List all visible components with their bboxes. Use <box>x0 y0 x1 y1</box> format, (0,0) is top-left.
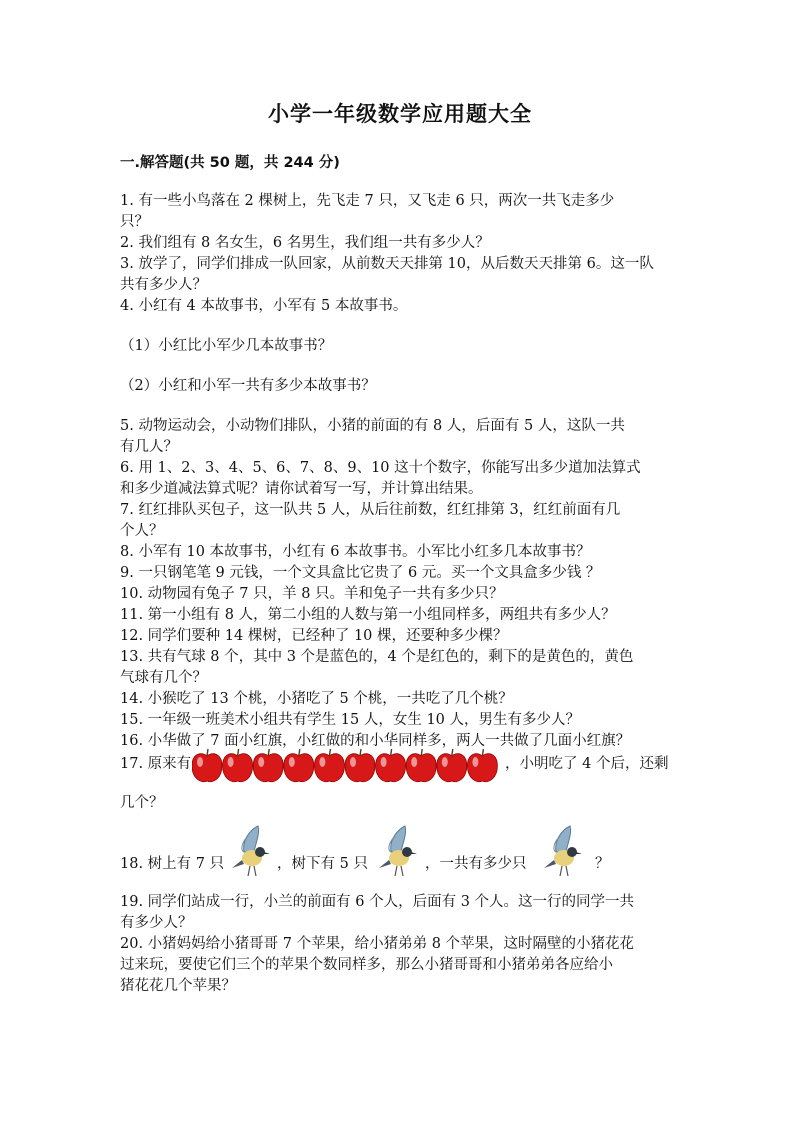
red-apple-icon <box>314 749 344 782</box>
red-apple-icon <box>467 749 497 782</box>
sub-question-line: （1）小红比小军少几本故事书？ <box>120 338 333 354</box>
question-line: 8. 小军有 10 本故事书，小红有 6 本故事书。小军比小红多几本故事书？ <box>120 544 591 560</box>
question-line: 4. 小红有 4 本故事书，小军有 5 本故事书。 <box>120 298 408 314</box>
q18-text-part2: ，树下有 5 只 <box>277 856 368 872</box>
question-line: 只？ <box>120 214 149 230</box>
red-apple-icon <box>437 749 467 782</box>
question-line: 10. 动物园有兔子 7 只，羊 8 只。羊和兔子一共有多少只？ <box>120 586 504 602</box>
question-line: 2. 我们组有 8 名女生，6 名男生，我们组一共有多少人？ <box>120 235 490 251</box>
red-apple-icon <box>223 749 253 782</box>
bird-icon <box>540 822 588 878</box>
page-title: 小学一年级数学应用题大全 <box>268 102 532 126</box>
question-line: 个人？ <box>120 523 164 539</box>
question-line: 过来玩，要使它们三个的苹果个数同样多，那么小猪哥哥和小猪弟弟各应给小 <box>120 957 613 973</box>
red-apple-icon <box>376 749 406 782</box>
question-line: 气球有几个？ <box>120 670 207 686</box>
section-heading: 一.解答题(共 50 题，共 244 分) <box>120 155 340 171</box>
red-apple-icon <box>406 749 436 782</box>
question-line: 12. 同学们要种 14 棵树，已经种了 10 棵，还要种多少棵？ <box>120 628 508 644</box>
question-line: 猪花花几个苹果？ <box>120 978 236 994</box>
sub-question-line: （2）小红和小军一共有多少本故事书？ <box>120 378 376 394</box>
question-line: 9. 一只钢笔笔 9 元钱，一个文具盒比它贵了 6 元。买一个文具盒多少钱 ？ <box>120 565 601 581</box>
question-line: 有多少人？ <box>120 915 193 931</box>
red-apple-icon <box>192 749 222 782</box>
question-line: 20. 小猪妈妈给小猪哥哥 7 个苹果，给小猪弟弟 8 个苹果，这时隔壁的小猪花花 <box>120 936 635 952</box>
question-line: 16. 小华做了 7 面小红旗，小红做的和小华同样多，两人一共做了几面小红旗？ <box>120 733 631 749</box>
q17-text-start: 17. 原来有 <box>120 756 192 772</box>
question-line: 和多少道减法算式呢？请你试着写一写，并计算出结果。 <box>120 481 483 497</box>
red-apple-icon <box>345 749 375 782</box>
bird-icon <box>228 822 276 878</box>
question-line: 11. 第一小组有 8 人，第二小组的人数与第一小组同样多，两组共有多少人？ <box>120 607 616 623</box>
red-apple-icon <box>253 749 283 782</box>
question-line: 共有多少人？ <box>120 277 207 293</box>
question-line: 7. 红红排队买包子，这一队共 5 人，从后往前数，红红排第 3，红红前面有几 <box>120 502 621 518</box>
q18-text-part4: ？ <box>595 856 610 872</box>
question-line: 1. 有一些小鸟落在 2 棵树上，先飞走 7 只，又飞走 6 只，两次一共飞走多少 <box>120 193 615 209</box>
question-line: 3. 放学了，同学们排成一队回家，从前数天天排第 10，从后数天天排第 6。这一队 <box>120 256 654 272</box>
bird-icon <box>375 822 423 878</box>
question-line: 19. 同学们站成一行，小兰的前面有 6 个人，后面有 3 个人。这一行的同学一共 <box>120 894 635 910</box>
question-line: 13. 共有气球 8 个，其中 3 个是蓝色的，4 个是红色的，剩下的是黄色的，黄色 <box>120 649 634 665</box>
q18-text-part1: 18. 树上有 7 只 <box>120 856 225 872</box>
question-line: 5. 动物运动会，小动物们排队，小猪的前面的有 8 人，后面有 5 人，这队一共 <box>120 418 625 434</box>
q18-text-part3: ，一共有多少只 <box>425 856 527 872</box>
question-line: 14. 小猴吃了 13 个桃，小猪吃了 5 个桃，一共吃了几个桃？ <box>120 691 513 707</box>
question-line: 15. 一年级一班美术小组共有学生 15 人，女生 10 人，男生有多少人？ <box>120 712 581 728</box>
q17-text-line2: 几个？ <box>120 795 164 811</box>
q17-text-end: ，小明吃了 4 个后，还剩 <box>505 756 669 772</box>
question-line: 6. 用 1、2、3、4、5、6、7、8、9、10 这十个数字，你能写出多少道加法算式 <box>120 460 641 476</box>
red-apple-icon <box>284 749 314 782</box>
question-line: 有几人？ <box>120 439 178 455</box>
apple-row <box>192 746 500 786</box>
